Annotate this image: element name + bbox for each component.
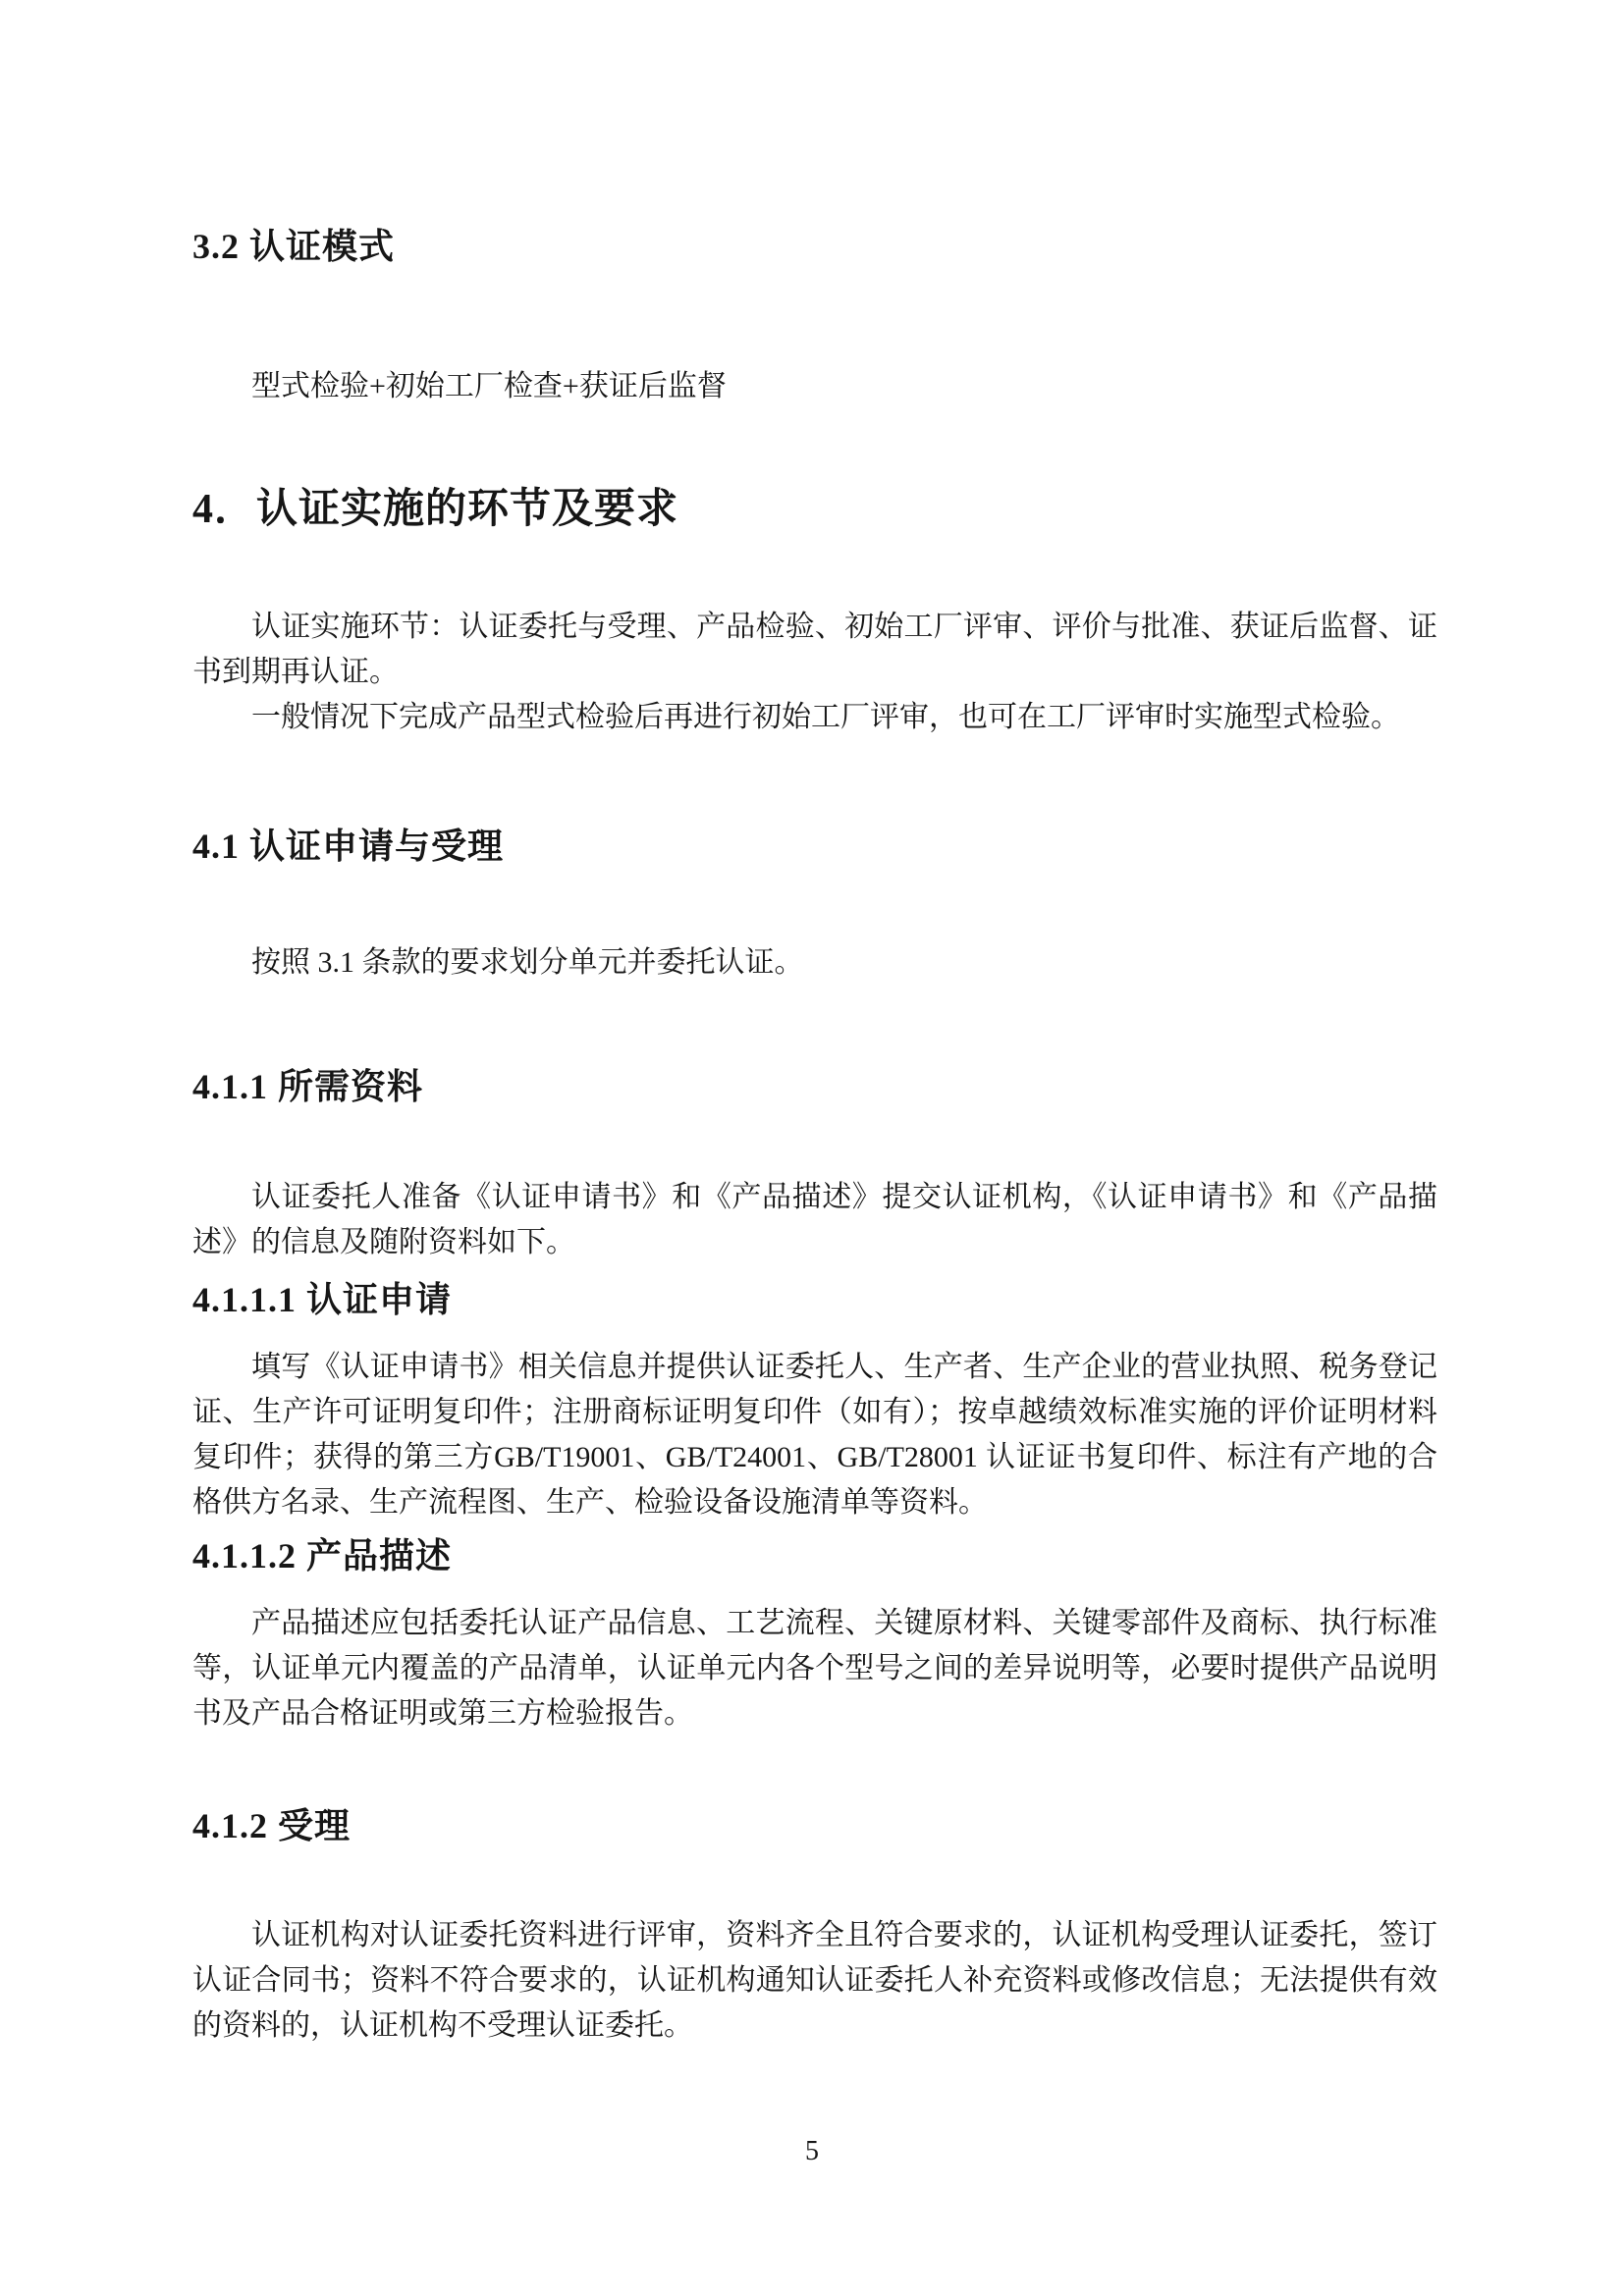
heading-4-1-1-2-product-description: 4.1.1.2 产品描述 — [192, 1535, 453, 1575]
heading-4-1-1-1-certification-application: 4.1.1.1 认证申请 — [192, 1279, 453, 1319]
heading-4-1-2-acceptance: 4.1.2 受理 — [192, 1805, 352, 1845]
paragraph-acceptance-details: 认证机构对认证委托资料进行评审，资料齐全且符合要求的，认证机构受理认证委托，签订认证合同书；资料不符合要求的，认证机构通知认证委托人补充资料或修改信息；无法提供有效的资料的，认证机构不受理认证委托。 — [192, 1919, 1437, 2043]
paragraph-general-case: 一般情况下完成产品型式检验后再进行初始工厂评审，也可在工厂评审时实施型式检验。 — [251, 701, 1400, 734]
paragraph-implementation-steps: 认证实施环节：认证委托与受理、产品检验、初始工厂评审、评价与批准、获证后监督、证书到期再认证。 — [192, 611, 1437, 689]
paragraph-application-details: 填写《认证申请书》相关信息并提供认证委托人、生产者、生产企业的营业执照、税务登记证、生产许可证明复印件；注册商标证明复印件（如有）；按卓越绩效标准实施的评价证明材料复印件；获得的第三方GB/T19001、GB/T24001、GB/T28001 认证证书复印件、标注有产地的合格供方名录、生产流程图、生产、检验设备设施清单等资料。 — [192, 1350, 1437, 1519]
paragraph-product-description-details: 产品描述应包括委托认证产品信息、工艺流程、关键原材料、关键零部件及商标、执行标准等，认证单元内覆盖的产品清单，认证单元内各个型号之间的差异说明等，必要时提供产品说明书及产品合格证明或第三方检验报告。 — [192, 1606, 1437, 1730]
paragraph-certification-mode: 型式检验+初始工厂检查+获证后监督 — [251, 369, 727, 402]
heading-4-1-application-acceptance: 4.1 认证申请与受理 — [192, 827, 505, 867]
heading-4-1-1-required-materials: 4.1.1 所需资料 — [192, 1067, 424, 1107]
heading-3-2-certification-mode: 3.2 认证模式 — [192, 227, 396, 266]
page-number: 5 — [805, 2136, 819, 2166]
paragraph-unit-division: 按照 3.1 条款的要求划分单元并委托认证。 — [251, 946, 804, 980]
heading-4-implementation-requirements: 4．认证实施的环节及要求 — [192, 486, 679, 532]
paragraph-required-materials: 认证委托人准备《认证申请书》和《产品描述》提交认证机构，《认证申请书》和《产品描述》的信息及随附资料如下。 — [192, 1180, 1437, 1258]
page-content — [192, 224, 1437, 2049]
